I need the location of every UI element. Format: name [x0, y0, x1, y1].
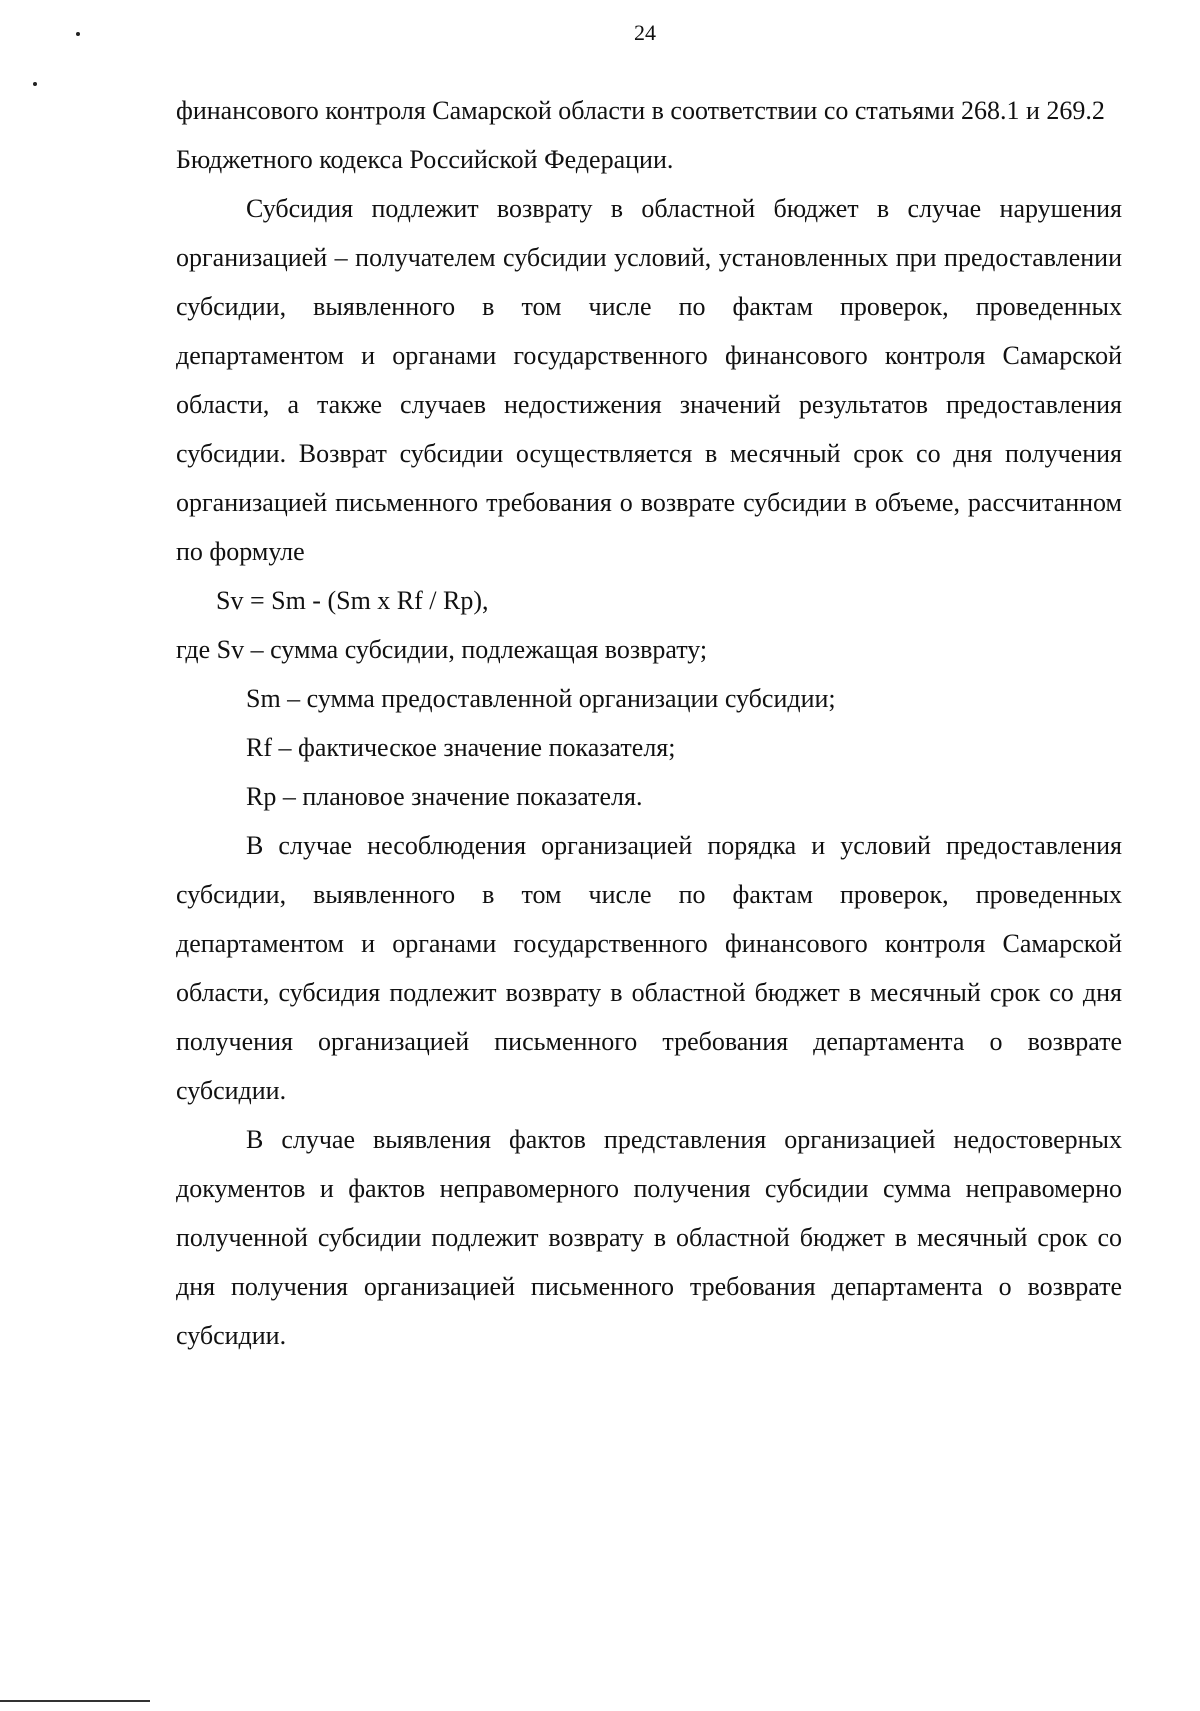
paragraph-noncompliance: В случае несоблюдения организацией порядка и условий предоставления субсидии, выявленного в том числе по фактам проверок, проведенных департаментом и органами государственного финансового контроля Самарской области, субсидия подлежит возврату в областной бюджет в месячный срок со дня получения организацией письменного требования департамента о возврате субсидии.: [176, 831, 1122, 1105]
definition-sm: Sm – сумма предоставленной организации субсидии;: [246, 684, 836, 713]
formula-where: где Sv – сумма субсидии, подлежащая возврату;: [176, 635, 708, 664]
definition-rf: Rf – фактическое значение показателя;: [246, 733, 676, 762]
formula: Sv = Sm - (Sm x Rf / Rp),: [216, 586, 489, 615]
page-number: 24: [634, 20, 656, 45]
document-body: [176, 86, 1122, 1360]
paragraph-false-documents: В случае выявления фактов представления организацией недостоверных документов и фактов неправомерного получения субсидии сумма неправомерно полученной субсидии подлежит возврату в областной бюджет в месячный срок со дня получения организацией письменного требования департамента о возврате субсидии.: [176, 1125, 1122, 1350]
scan-edge-line: [0, 1700, 150, 1702]
paragraph-continuation: финансового контроля Самарской области в соответствии со статьями 268.1 и 269.2 Бюджетного кодекса Российской Федерации.: [176, 96, 1105, 174]
paragraph-subsidy-return: Субсидия подлежит возврату в областной бюджет в случае нарушения организацией – получателем субсидии условий, установленных при предоставлении субсидии, выявленного в том числе по фактам проверок, проведенных департаментом и органами государственного финансового контроля Самарской области, а также случаев недостижения значений результатов предоставления субсидии. Возврат субсидии осуществляется в месячный срок со дня получения организацией письменного требования о возврате субсидии в объеме, рассчитанном по формуле: [176, 194, 1122, 566]
formula-definitions: [176, 674, 1122, 821]
scan-speck: [33, 82, 37, 86]
definition-rp: Rp – плановое значение показателя.: [246, 782, 643, 811]
